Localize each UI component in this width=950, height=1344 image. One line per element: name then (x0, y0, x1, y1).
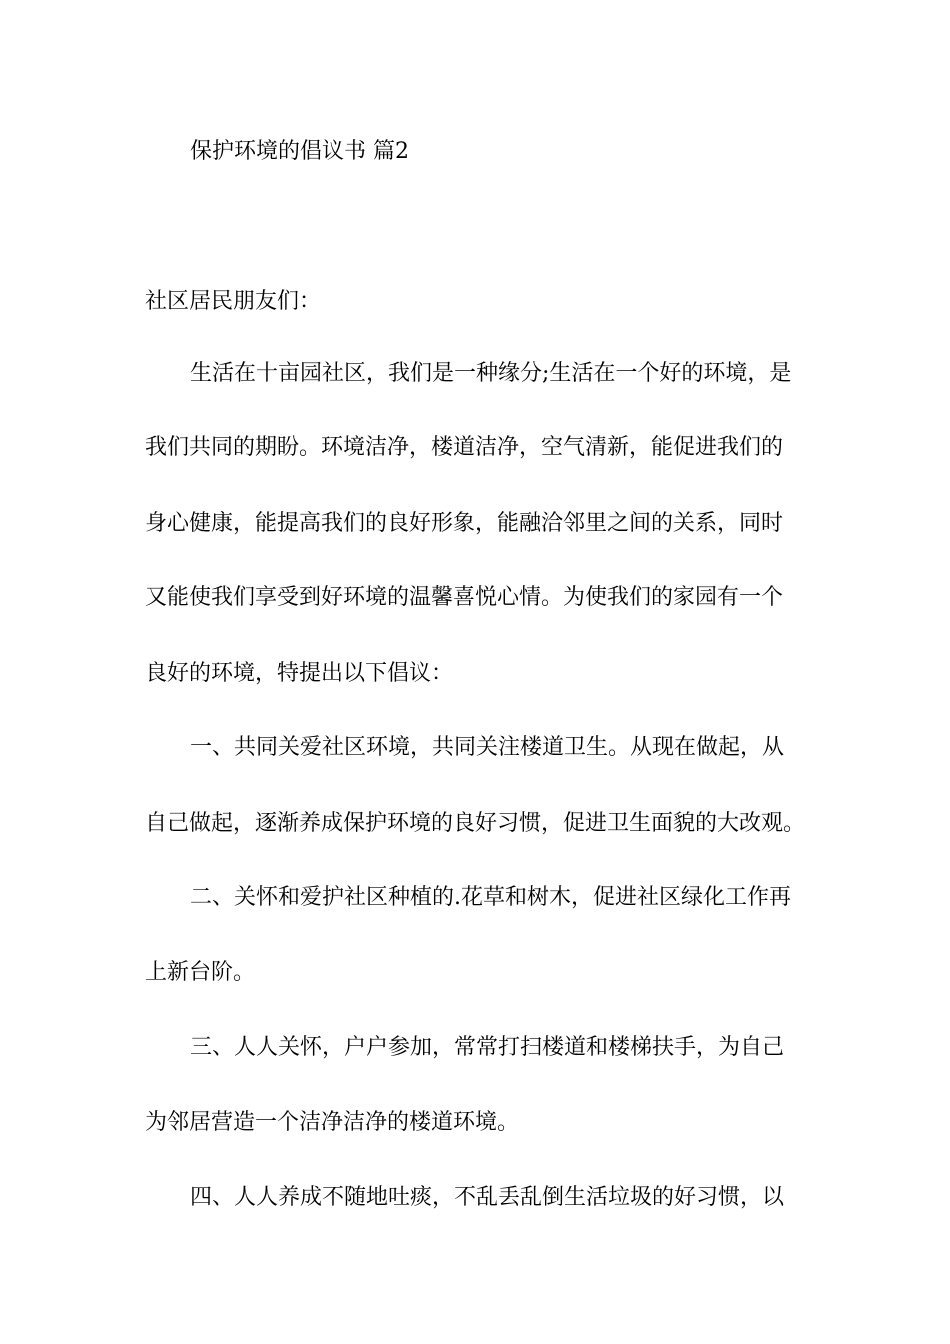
paragraph-line: 一、共同关爱社区环境，共同关注楼道卫生。从现在做起，从 (190, 735, 785, 760)
paragraph-line: 为邻居营造一个洁净洁净的楼道环境。 (145, 1110, 520, 1135)
paragraph-line: 我们共同的期盼。环境洁净，楼道洁净，空气清新，能促进我们的 (145, 435, 784, 460)
paragraph-line: 三、人人关怀，户户参加，常常打扫楼道和楼梯扶手，为自己 (190, 1035, 785, 1060)
document-title: 保护环境的倡议书 篇2 (190, 139, 409, 164)
paragraph-line: 良好的环境，特提出以下倡议： (145, 661, 454, 686)
paragraph-line: 又能使我们享受到好环境的温馨喜悦心情。为使我们的家园有一个 (145, 585, 784, 610)
paragraph-line: 上新台阶。 (145, 960, 256, 985)
paragraph-line: 四、人人养成不随地吐痰，不乱丢乱倒生活垃圾的好习惯，以 (190, 1185, 785, 1210)
paragraph-line: 生活在十亩园社区，我们是一种缘分;生活在一个好的环境，是 (190, 361, 792, 386)
paragraph-line: 二、关怀和爱护社区种植的.花草和树木，促进社区绿化工作再 (190, 885, 791, 910)
salutation: 社区居民朋友们： (145, 289, 322, 314)
paragraph-line: 身心健康，能提高我们的良好形象，能融洽邻里之间的关系，同时 (145, 511, 784, 536)
paragraph-line: 自己做起，逐渐养成保护环境的良好习惯，促进卫生面貌的大改观。 (145, 811, 806, 836)
